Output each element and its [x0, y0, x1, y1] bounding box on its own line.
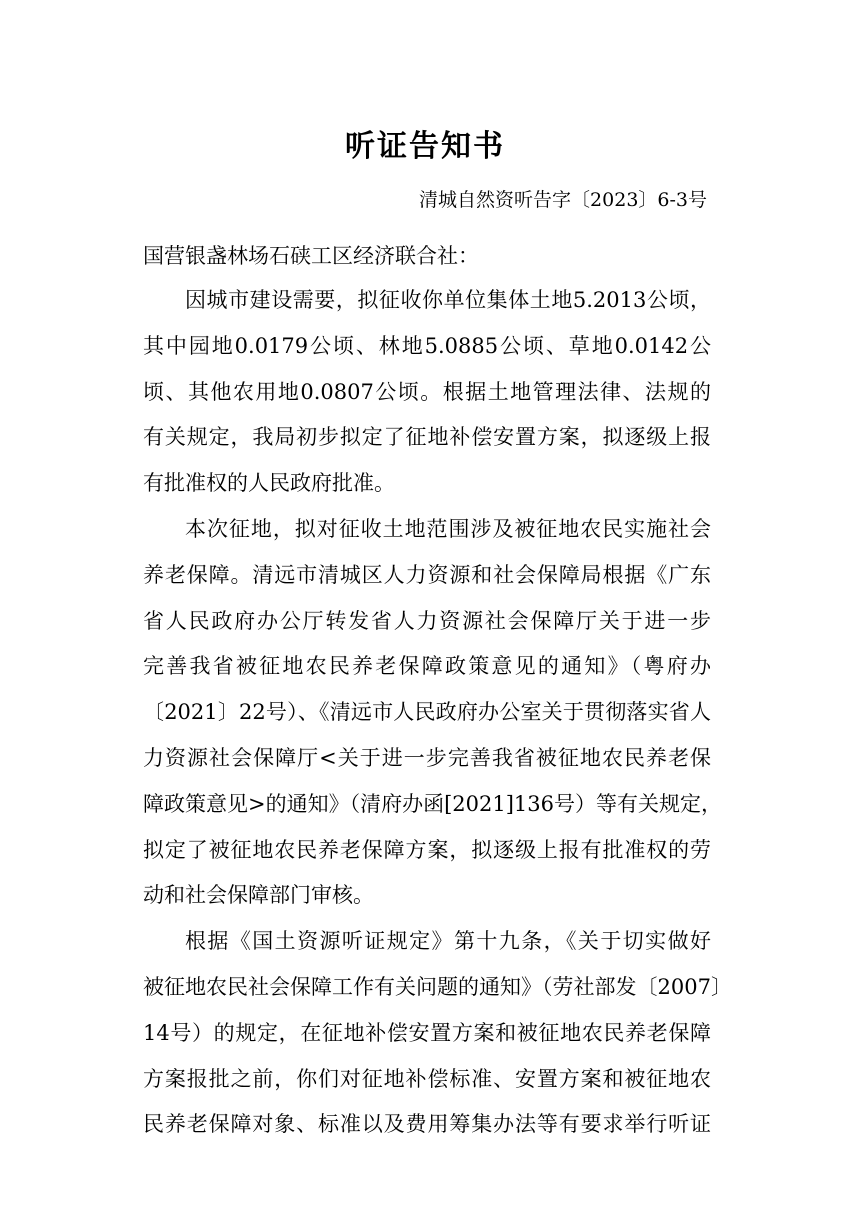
- paragraph-line: 14号）的规定，在征地补偿安置方案和被征地农民养老保障: [143, 1020, 711, 1045]
- paragraph-line: 完善我省被征地农民养老保障政策意见的通知》（粤府办: [143, 654, 711, 679]
- paragraph-line: 养老保障。清远市清城区人力资源和社会保障局根据《广东: [143, 562, 711, 587]
- paragraph-line: 顷、其他农用地0.0807公顷。根据土地管理法律、法规的: [143, 379, 711, 404]
- paragraph-line: 方案报批之前，你们对征地补偿标准、安置方案和被征地农: [143, 1066, 711, 1091]
- paragraph-line: 〔2021〕22号）、《清远市人民政府办公室关于贯彻落实省人: [143, 700, 711, 725]
- paragraph-line: 根据《国土资源听证规定》第十九条，《关于切实做好: [185, 929, 711, 954]
- paragraph-line: 拟定了被征地农民养老保障方案，拟逐级上报有批准权的劳: [143, 837, 711, 862]
- paragraph-line: 有批准权的人民政府批准。: [143, 471, 395, 496]
- document-title: 听证告知书: [345, 129, 505, 164]
- paragraph-line: 因城市建设需要，拟征收你单位集体土地5.2013公顷，: [185, 288, 711, 312]
- paragraph-line: 其中园地0.0179公顷、林地5.0885公顷、草地0.0142公: [143, 333, 711, 358]
- document-number: 清城自然资听告字〔2023〕6-3号: [419, 189, 707, 211]
- paragraph-line: 本次征地，拟对征收土地范围涉及被征地农民实施社会: [185, 516, 711, 541]
- paragraph-line: 有关规定，我局初步拟定了征地补偿安置方案，拟逐级上报: [143, 425, 711, 450]
- document-body: [143, 285, 732, 1155]
- paragraph-line: 动和社会保障部门审核。: [143, 883, 374, 908]
- paragraph-line: 力资源社会保障厅<关于进一步完善我省被征地农民养老保: [143, 745, 711, 770]
- salutation: 国营银盏林场石硖工区经济联合社：: [143, 244, 479, 268]
- paragraph-line: 障政策意见>的通知》（清府办函[2021]136号）等有关规定，: [143, 791, 723, 816]
- paragraph-line: 民养老保障对象、标准以及费用筹集办法等有要求举行听证: [143, 1112, 711, 1137]
- paragraph-line: 被征地农民社会保障工作有关问题的通知》（劳社部发〔2007〕: [143, 974, 732, 999]
- paragraph-line: 省人民政府办公厅转发省人力资源社会保障厅关于进一步: [143, 608, 711, 633]
